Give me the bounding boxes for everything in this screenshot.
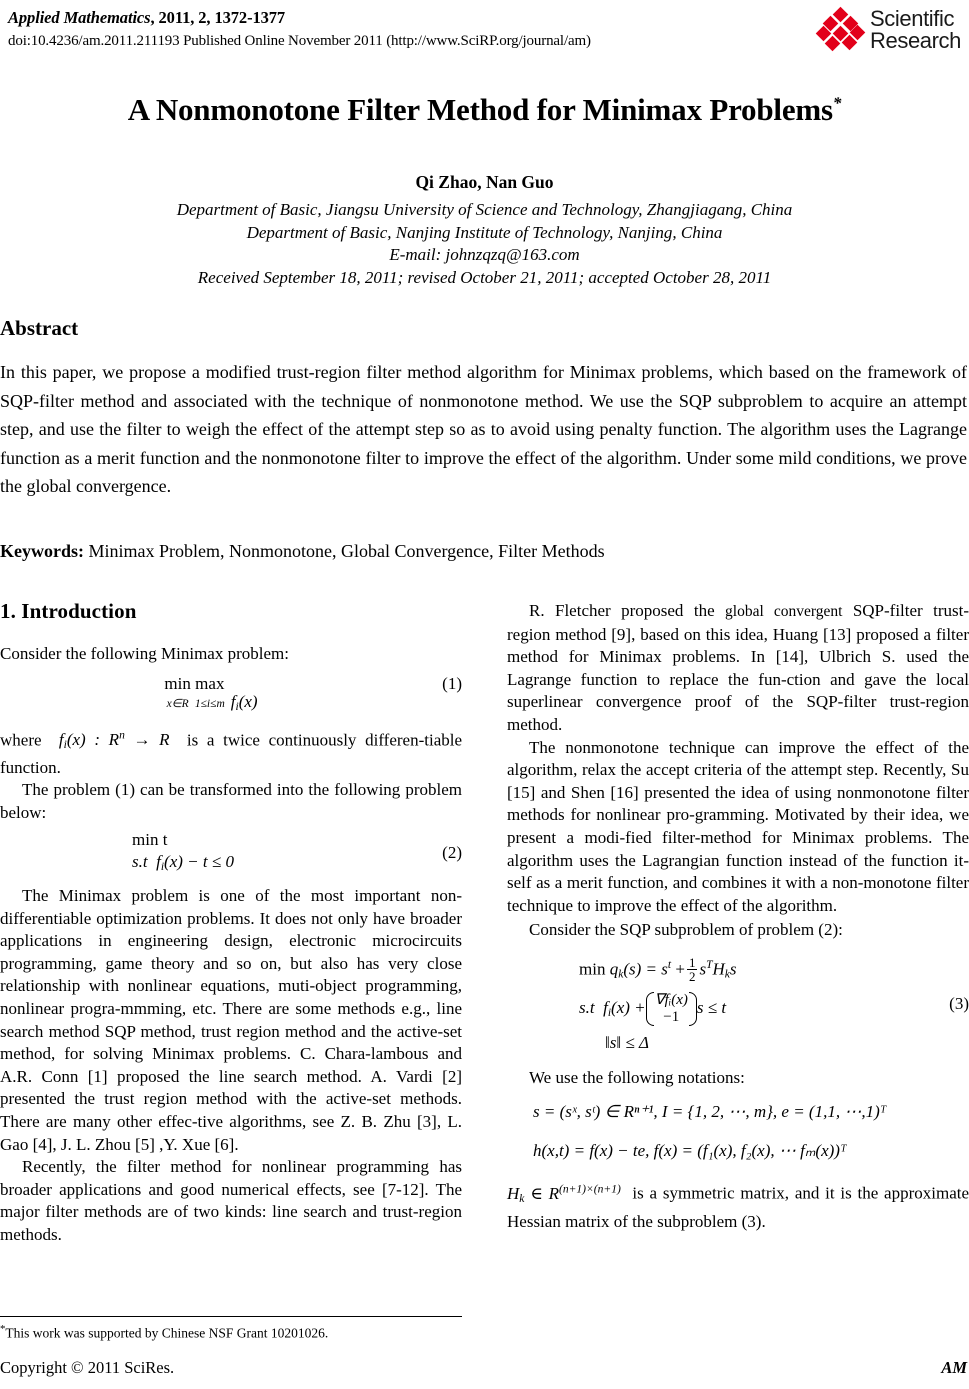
right-paragraph-5: $H_k$ ∈ $R^{(n+1)\times(n+1)}$ is a symmetric matrix, and it is the approximate Hessian matrix of the subproblem (3). bbox=[507, 1182, 969, 1231]
copyright-text: Copyright © 2011 SciRes. bbox=[0, 1358, 175, 1377]
eq2-line-2: s.t $f_i(x) - t \le 0$ bbox=[132, 852, 234, 874]
column-left bbox=[0, 600, 462, 1246]
notation-line-1: s = (sˣ, sᵗ) ∈ Rⁿ⁺¹, I = {1, 2, ⋯, m}, e = (1,1, ⋯,1)ᵀ bbox=[533, 1102, 887, 1122]
intro-paragraph-1: Consider the following Minimax problem: bbox=[0, 643, 289, 663]
received-dates: Received September 18, 2011; revised October 21, 2011; accepted October 28, 2011 bbox=[197, 267, 772, 287]
diamond-logo-icon bbox=[818, 9, 864, 51]
logo-text bbox=[870, 8, 961, 52]
eq1-max-operator: max 1≤i≤m bbox=[194, 674, 225, 710]
footnote-marker: * bbox=[0, 1323, 6, 1335]
emphasis-global-convergent: global convergent bbox=[725, 603, 843, 620]
eq-fi-def: $f_i(x)$ : $R^n \to R$ bbox=[58, 728, 170, 752]
equation-2 bbox=[0, 829, 462, 879]
affiliation-block bbox=[0, 199, 969, 289]
logo-line-1: Scientific bbox=[870, 6, 955, 31]
eq3-one-half: $\frac{1}{2}$ bbox=[688, 955, 696, 985]
journal-citation: , 2011, 2, 1372-1377 bbox=[150, 8, 286, 27]
intro-paragraph-2: where $f_i(x)$ : $R^n \to R$ is a twice continuously differen-tiable function. bbox=[0, 728, 463, 777]
masthead bbox=[8, 8, 961, 66]
right-paragraph-2: The nonmonotone technique can improve the effect of the algorithm, relax the accept criteria of the attempt step. Recently, Su [15] and Shen [16] presented the idea of using nonmonotone filter methods for nonlinear pro-gramming. Motivated by their idea, we present a modi-fied filter-method for Minimax problems. The algorithm uses the Lagrangian function instead of the function it-self as a merit function, and combines it with a non-monotone filter technique to improve the effect of the algorithm. bbox=[507, 737, 969, 915]
journal-abbrev: AM bbox=[941, 1358, 967, 1377]
right-paragraph-1: R. Fletcher proposed the global convergent SQP-filter trust-region method [9], based on this idea, Huang [13] proposed a filter method for Minimax problems. In [14], Ulbrich S. used the Lagrange function to replace the fun-ction and gave the local superlinear convergence proof of the SQP-filter trust-region method. bbox=[507, 601, 969, 734]
paper-title bbox=[0, 92, 969, 128]
keywords-label: Keywords: bbox=[0, 541, 84, 561]
footnote bbox=[0, 1320, 470, 1343]
equation-2-number: (2) bbox=[442, 843, 462, 863]
section-1-heading: 1. Introduction bbox=[0, 599, 137, 623]
right-paragraph-3: Consider the SQP subproblem of problem (2): bbox=[529, 920, 843, 940]
right-paragraph-4: We use the following notations: bbox=[529, 1067, 745, 1087]
doi-line: doi:10.4236/am.2011.211193 Published Online November 2011 (http://www.SciRP.org/journal/am) bbox=[8, 33, 591, 49]
author-list: Qi Zhao, Nan Guo bbox=[415, 172, 554, 192]
eq1-objective: $f_i(x)$ bbox=[230, 691, 258, 714]
journal-name: Applied Mathematics bbox=[8, 8, 151, 27]
notation-line-2: h(x,t) = f(x) − te, f(x) = (f₁(x), f₂(x), ⋯ fₘ(x))ᵀ bbox=[533, 1140, 847, 1160]
email-line: E-mail: johnzqzq@163.com bbox=[389, 245, 580, 264]
affiliation-1: Department of Basic, Jiangsu University of Science and Technology, Zhangjiagang, China bbox=[176, 200, 793, 219]
abstract-body: In this paper, we propose a modified trust-region filter method algorithm for Minimax problems, which based on the framework of SQP-filter method and associated with the technique of nonmonotone method. We use the SQP subproblem to acquire an attempt step, and use the filter to weigh the effect of the attempt step so as to avoid using penalty function. The algorithm uses the Lagrange function as a merit function and the nonmonotone filter to improve the effect of the algorithm. Under some mild conditions, we prove the global convergence. bbox=[0, 362, 967, 496]
keywords-value: Minimax Problem, Nonmonotone, Global Convergence, Filter Methods bbox=[88, 541, 605, 561]
eq3-line-2: s.t $f_i(x)$ + ∇fᵢ(x) −1 s ≤ t bbox=[579, 992, 727, 1026]
intro-paragraph-5: Recently, the filter method for nonlinear programming has broader applications and good numerical effects, see [7-12]. The major filter methods are of two kinds: line search and trust-region methods. bbox=[0, 1157, 462, 1244]
equation-1 bbox=[0, 673, 462, 718]
publisher-logo bbox=[818, 8, 961, 52]
eq1-min-operator: min x∈R bbox=[164, 674, 191, 710]
eq2-line-1: min t bbox=[132, 829, 168, 849]
hessian-symbol: $H_k$ ∈ $R^{(n+1)\times(n+1)}$ bbox=[507, 1182, 621, 1206]
equation-1-number: (1) bbox=[442, 674, 462, 694]
title-footnote-marker: * bbox=[832, 93, 842, 113]
eq3-line-3: ‖s‖ ≤ Δ bbox=[605, 1033, 649, 1053]
intro-paragraph-4: The Minimax problem is one of the most important non-differentiable optimization problems. It does not only have broader applications in engineering design, electronic microcircuits programming, game theory and so on, but also has very close relationship with nonlinear equations, muti-object programming, nonlinear progra-mmming, etc. There are some methods e.g., line search method SQP method, trust region method and the active-set method, for solving Minimax problems. C. Chara-lambous and A.R. Conn [1] proposed the line search method. A. Vardi [2] presented the trust region method with the active-set methods. There are many other effec-tive algorithms, see Z. B. Zhu [3], L. Gao [4], J. L. Zhou [5] ,Y. Xue [6]. bbox=[0, 885, 462, 1154]
eq3-line-1: $\min q_k(s) = s^t$ + $\frac{1}{2}$ $s^TH_ks$ bbox=[579, 955, 737, 985]
affiliation-2: Department of Basic, Nanjing Institute of Technology, Nanjing, China bbox=[246, 222, 723, 242]
logo-line-2: Research bbox=[870, 28, 961, 53]
eq3-gradient-vector: ∇fᵢ(x) −1 bbox=[646, 992, 697, 1026]
intro-paragraph-3: The problem (1) can be transformed into the following problem below: bbox=[0, 780, 462, 822]
page-footer bbox=[0, 1358, 967, 1378]
equation-3-number: (3) bbox=[949, 993, 969, 1013]
column-right bbox=[507, 600, 969, 1233]
abstract-heading: Abstract bbox=[0, 316, 79, 340]
footnote-text: This work was supported by Chinese NSF Grant 10201026. bbox=[5, 1325, 329, 1341]
paper-title-text: A Nonmonotone Filter Method for Minimax Problems bbox=[127, 92, 833, 127]
footnote-separator bbox=[0, 1316, 462, 1317]
equation-3 bbox=[507, 954, 969, 1055]
keywords-line bbox=[0, 538, 969, 564]
